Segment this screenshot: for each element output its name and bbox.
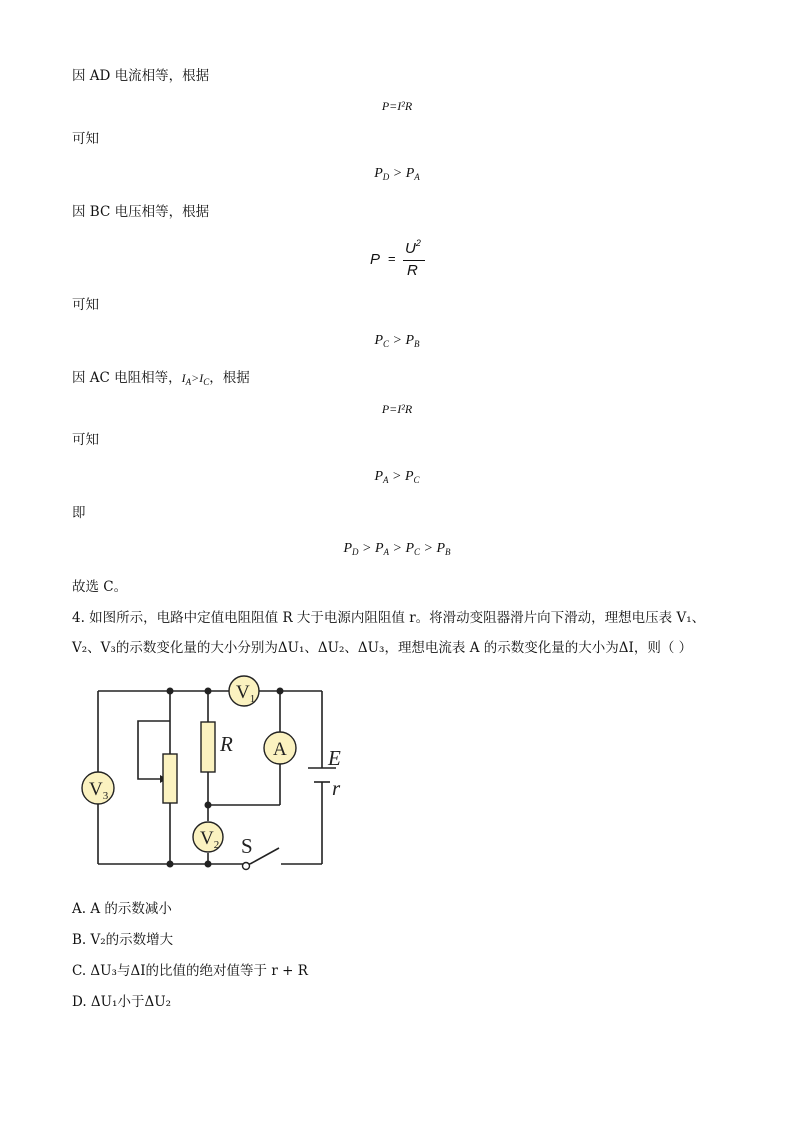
svg-text:V3: $V_3$ — [89, 779, 109, 802]
line-answer-c: 故选 C。 — [72, 579, 128, 595]
inequality-chain: $P_D > P_A > P_C > P_B$ — [343, 541, 451, 557]
fraction-numerator: $U^2$ — [405, 238, 421, 257]
question-4-line-1: 4. 如图所示，电路中定值电阻阻值 R 大于电源内阻阻值 r。将滑动变阻器滑片向下滑动，理想电压表 V₁、 — [72, 610, 706, 626]
inequality-pc-pb: $P_C > P_B$ — [374, 333, 420, 349]
question-4-line-2: V₂、V₃的示数变化量的大小分别为ΔU₁、ΔU₂、ΔU₃，理想电流表 A 的示数变化量的大小为ΔI，则（ ） — [72, 640, 693, 656]
svg-text:V2: $V_2$ — [200, 828, 220, 851]
fraction-denominator: R — [407, 262, 418, 279]
inequality-pa-pc: $P_A > P_C$ — [374, 469, 420, 485]
line-ac-resistance: 因 AC 电阻相等，$I_A>I_C$，根据 — [72, 370, 250, 387]
option-b: B. V₂的示数增大 — [72, 932, 174, 948]
circuit-diagram — [76, 672, 366, 878]
ammeter-label: A — [273, 739, 287, 760]
svg-text:V1: $V_1$ — [236, 682, 256, 705]
line-kezhi-2: 可知 — [72, 297, 99, 313]
fraction-equals: = — [388, 251, 396, 266]
formula-joule-2: P=I²R — [381, 402, 413, 416]
line-kezhi-3: 可知 — [72, 432, 99, 448]
v1-label: V — [236, 682, 250, 703]
v2-label: V — [200, 828, 214, 849]
v3-label: V — [89, 779, 103, 800]
inequality-pd-pa: $P_D > P_A$ — [374, 166, 420, 182]
option-a: A. A 的示数减小 — [72, 901, 172, 917]
fraction-bar — [403, 260, 425, 261]
option-c: C. ΔU₃与ΔI的比值的绝对值等于 r + R — [72, 963, 308, 979]
line-ad-current: 因 AD 电流相等，根据 — [72, 68, 210, 84]
internal-resistance-label: r — [332, 776, 341, 800]
option-d: D. ΔU₁小于ΔU₂ — [72, 994, 172, 1010]
line-bc-voltage: 因 BC 电压相等，根据 — [72, 204, 210, 220]
formula-joule-1: P=I²R — [381, 99, 413, 113]
line-kezhi-1: 可知 — [72, 131, 99, 147]
formula-power-voltage — [370, 238, 430, 282]
resistor-label: R — [220, 732, 233, 756]
line-ji: 即 — [72, 505, 86, 521]
fraction-lhs: P — [370, 251, 381, 268]
switch-label: S — [241, 834, 253, 858]
emf-label: E — [328, 746, 341, 770]
